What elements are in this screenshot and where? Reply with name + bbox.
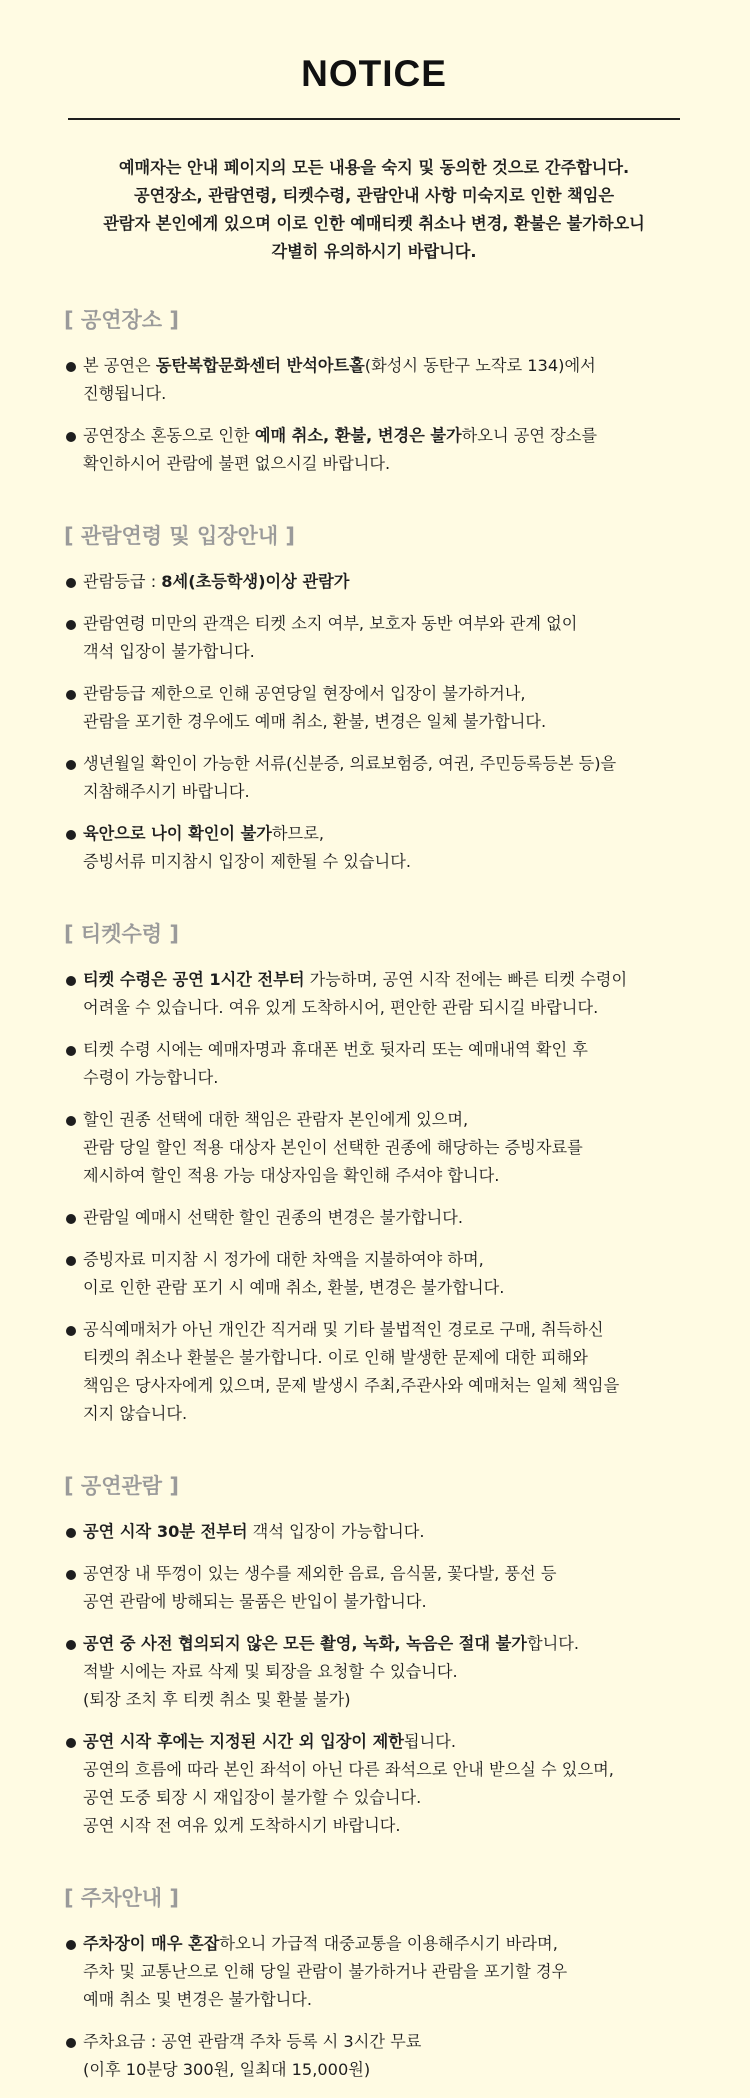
notice-line bbox=[83, 1400, 684, 1428]
bullet-icon bbox=[66, 1116, 76, 1126]
body-text: 할인 권종 선택에 대한 책임은 관람자 본인에게 있으며, bbox=[83, 1110, 469, 1129]
notice-line bbox=[83, 568, 684, 596]
body-text: 객석 입장이 불가합니다. bbox=[83, 642, 255, 661]
notice-list bbox=[64, 966, 684, 1428]
notice-item bbox=[64, 1518, 684, 1546]
body-text: 지지 않습니다. bbox=[83, 1404, 188, 1423]
bullet-icon bbox=[66, 1214, 76, 1224]
notice-line bbox=[83, 1986, 684, 2014]
bullet-icon bbox=[66, 1940, 76, 1950]
notice-list bbox=[64, 568, 684, 876]
bullet-icon bbox=[66, 1640, 76, 1650]
notice-line bbox=[83, 422, 684, 450]
body-text: 예매 취소 및 변경은 불가합니다. bbox=[83, 1990, 313, 2009]
body-text: 관람 당일 할인 적용 대상자 본인이 선택한 권종에 해당하는 증빙자료를 bbox=[83, 1138, 583, 1157]
body-text: 증빙자료 미지참 시 정가에 대한 차액을 지불하여야 하며, bbox=[83, 1250, 484, 1269]
intro-line: 관람자 본인에게 있으며 이로 인한 예매티켓 취소나 변경, 환불은 불가하오니 bbox=[103, 214, 645, 233]
bullet-icon bbox=[66, 1738, 76, 1748]
body-text: 어려울 수 있습니다. 여유 있게 도착하시어, 편안한 관람 되시길 바랍니다. bbox=[83, 998, 599, 1017]
emphasis-text: 공연 중 사전 협의되지 않은 모든 촬영, 녹화, 녹음은 절대 불가 bbox=[83, 1634, 527, 1653]
notice-line bbox=[83, 820, 684, 848]
notice-section bbox=[64, 1884, 684, 2084]
notice-line bbox=[83, 380, 684, 408]
bullet-icon bbox=[66, 2038, 76, 2048]
bullet-icon bbox=[66, 432, 76, 442]
notice-line bbox=[83, 1204, 684, 1232]
body-text: 하오니 공연 장소를 bbox=[461, 426, 598, 445]
body-text: 관람일 예매시 선택한 할인 권종의 변경은 불가합니다. bbox=[83, 1208, 464, 1227]
section-title: [ 공연관람 ] bbox=[64, 1474, 179, 1498]
body-text: 가능하며, 공연 시작 전에는 빠른 티켓 수령이 bbox=[304, 970, 628, 989]
body-text: 관람을 포기한 경우에도 예매 취소, 환불, 변경은 일체 불가합니다. bbox=[83, 712, 547, 731]
notice-sections bbox=[64, 306, 684, 2084]
body-text: 이로 인한 관람 포기 시 예매 취소, 환불, 변경은 불가합니다. bbox=[83, 1278, 505, 1297]
notice-line bbox=[83, 708, 684, 736]
body-text: 됩니다. bbox=[403, 1732, 456, 1751]
notice-line bbox=[83, 352, 684, 380]
body-text: 진행됩니다. bbox=[83, 384, 167, 403]
notice-line bbox=[83, 1064, 684, 1092]
notice-line bbox=[83, 994, 684, 1022]
notice-line bbox=[83, 778, 684, 806]
notice-item bbox=[64, 352, 684, 408]
body-text: 티켓의 취소나 환불은 불가합니다. 이로 인해 발생한 문제에 대한 피해와 bbox=[83, 1348, 588, 1367]
notice-line bbox=[83, 450, 684, 478]
notice-item bbox=[64, 1036, 684, 1092]
body-text: 주차요금 : 공연 관람객 주차 등록 시 3시간 무료 bbox=[83, 2032, 422, 2051]
notice-line bbox=[83, 1658, 684, 1686]
notice-item bbox=[64, 1560, 684, 1616]
body-text: 관람연령 미만의 관객은 티켓 소지 여부, 보호자 동반 여부와 관계 없이 bbox=[83, 614, 578, 633]
notice-item bbox=[64, 422, 684, 478]
page-title: NOTICE bbox=[301, 53, 447, 94]
emphasis-text: 육안으로 나이 확인이 불가 bbox=[83, 824, 272, 843]
intro-line: 각별히 유의하시기 바랍니다. bbox=[271, 242, 477, 261]
notice-list bbox=[64, 352, 684, 478]
notice-line bbox=[83, 1728, 684, 1756]
notice-item bbox=[64, 1204, 684, 1232]
notice-line bbox=[83, 1372, 684, 1400]
section-title: [ 주차안내 ] bbox=[64, 1886, 179, 1910]
notice-line bbox=[83, 680, 684, 708]
body-text: 공연 관람에 방해되는 물품은 반입이 불가합니다. bbox=[83, 1592, 427, 1611]
bullet-icon bbox=[66, 976, 76, 986]
notice-line bbox=[83, 1274, 684, 1302]
notice-item bbox=[64, 1246, 684, 1302]
bullet-icon bbox=[66, 1570, 76, 1580]
notice-line bbox=[83, 1560, 684, 1588]
bullet-icon bbox=[66, 620, 76, 630]
notice-line bbox=[83, 1316, 684, 1344]
notice-line bbox=[83, 966, 684, 994]
body-text: (퇴장 조치 후 티켓 취소 및 환불 불가) bbox=[83, 1690, 351, 1709]
notice-line bbox=[83, 1162, 684, 1190]
body-text: 공연장 내 뚜껑이 있는 생수를 제외한 음료, 음식물, 꽃다발, 풍선 등 bbox=[83, 1564, 557, 1583]
body-text: 공연 시작 전 여유 있게 도착하시기 바랍니다. bbox=[83, 1816, 401, 1835]
notice-item bbox=[64, 1930, 684, 2014]
notice-line bbox=[83, 1036, 684, 1064]
bullet-icon bbox=[66, 578, 76, 588]
body-text: 관람등급 제한으로 인해 공연당일 현장에서 입장이 불가하거나, bbox=[83, 684, 526, 703]
notice-line bbox=[83, 1588, 684, 1616]
emphasis-text: 주차장이 매우 혼잡 bbox=[83, 1934, 220, 1953]
intro-line: 예매자는 안내 페이지의 모든 내용을 숙지 및 동의한 것으로 간주합니다. bbox=[118, 158, 630, 177]
body-text: 본 공연은 bbox=[83, 356, 156, 375]
emphasis-text: 예매 취소, 환불, 변경은 불가 bbox=[254, 426, 462, 445]
body-text: 주차 및 교통난으로 인해 당일 관람이 불가하거나 관람을 포기할 경우 bbox=[83, 1962, 568, 1981]
section-title: [ 티켓수령 ] bbox=[64, 922, 179, 946]
emphasis-text: 티켓 수령은 공연 1시간 전부터 bbox=[83, 970, 305, 989]
intro-line: 공연장소, 관람연령, 티켓수령, 관람안내 사항 미숙지로 인한 책임은 bbox=[133, 186, 615, 205]
notice-section bbox=[64, 920, 684, 1428]
bullet-icon bbox=[66, 1046, 76, 1056]
notice-line bbox=[83, 2028, 684, 2056]
body-text: 공연 도중 퇴장 시 재입장이 불가할 수 있습니다. bbox=[83, 1788, 422, 1807]
notice-line bbox=[83, 610, 684, 638]
notice-item bbox=[64, 2028, 684, 2084]
body-text: (이후 10분당 300원, 일최대 15,000원) bbox=[83, 2060, 371, 2079]
notice-item bbox=[64, 1728, 684, 1840]
notice-list bbox=[64, 1518, 684, 1840]
notice-item bbox=[64, 1630, 684, 1714]
bullet-icon bbox=[66, 1326, 76, 1336]
emphasis-text: 공연 시작 30분 전부터 bbox=[83, 1522, 248, 1541]
body-text: 하므로, bbox=[271, 824, 324, 843]
body-text: 지참해주시기 바랍니다. bbox=[83, 782, 250, 801]
bullet-icon bbox=[66, 1256, 76, 1266]
bullet-icon bbox=[66, 760, 76, 770]
notice-line bbox=[83, 2056, 684, 2084]
notice-item bbox=[64, 1106, 684, 1190]
body-text: 공식예매처가 아닌 개인간 직거래 및 기타 불법적인 경로로 구매, 취득하신 bbox=[83, 1320, 604, 1339]
body-text: 생년월일 확인이 가능한 서류(신분증, 의료보험증, 여권, 주민등록등본 등)을 bbox=[83, 754, 617, 773]
body-text: 공연의 흐름에 따라 본인 좌석이 아닌 다른 좌석으로 안내 받으실 수 있으며, bbox=[83, 1760, 614, 1779]
body-text: 수령이 가능합니다. bbox=[83, 1068, 219, 1087]
section-title: [ 관람연령 및 입장안내 ] bbox=[64, 524, 296, 548]
body-text: 하오니 가급적 대중교통을 이용해주시기 바라며, bbox=[219, 1934, 558, 1953]
notice-item bbox=[64, 610, 684, 666]
notice-line bbox=[83, 750, 684, 778]
bullet-icon bbox=[66, 830, 76, 840]
notice-line bbox=[83, 1518, 684, 1546]
notice-line bbox=[83, 638, 684, 666]
title-divider bbox=[68, 118, 680, 120]
body-text: 제시하여 할인 적용 가능 대상자임을 확인해 주셔야 합니다. bbox=[83, 1166, 500, 1185]
bullet-icon bbox=[66, 690, 76, 700]
notice-line bbox=[83, 1134, 684, 1162]
emphasis-text: 8세(초등학생)이상 관람가 bbox=[161, 572, 350, 591]
body-text: 관람등급 : bbox=[83, 572, 162, 591]
notice-line bbox=[83, 1246, 684, 1274]
notice-line bbox=[83, 1686, 684, 1714]
body-text: (화성시 동탄구 노작로 134)에서 bbox=[364, 356, 596, 375]
intro-notice bbox=[64, 154, 684, 266]
notice-line bbox=[83, 1630, 684, 1658]
notice-line bbox=[83, 1958, 684, 1986]
notice-item bbox=[64, 680, 684, 736]
notice-line bbox=[83, 1812, 684, 1840]
body-text: 확인하시어 관람에 불편 없으시길 바랍니다. bbox=[83, 454, 391, 473]
notice-line bbox=[83, 1106, 684, 1134]
notice-line bbox=[83, 1344, 684, 1372]
body-text: 증빙서류 미지참시 입장이 제한될 수 있습니다. bbox=[83, 852, 411, 871]
notice-item bbox=[64, 1316, 684, 1428]
body-text: 공연장소 혼동으로 인한 bbox=[83, 426, 255, 445]
notice-line bbox=[83, 1930, 684, 1958]
emphasis-text: 동탄복합문화센터 반석아트홀 bbox=[155, 356, 365, 375]
bullet-icon bbox=[66, 362, 76, 372]
emphasis-text: 공연 시작 후에는 지정된 시간 외 입장이 제한 bbox=[83, 1732, 404, 1751]
body-text: 책임은 당사자에게 있으며, 문제 발생시 주최,주관사와 예매처는 일체 책임을 bbox=[83, 1376, 620, 1395]
body-text: 티켓 수령 시에는 예매자명과 휴대폰 번호 뒷자리 또는 예매내역 확인 후 bbox=[83, 1040, 588, 1059]
notice-section bbox=[64, 522, 684, 876]
notice-section bbox=[64, 1472, 684, 1840]
body-text: 적발 시에는 자료 삭제 및 퇴장을 요청할 수 있습니다. bbox=[83, 1662, 458, 1681]
notice-line bbox=[83, 848, 684, 876]
notice-line bbox=[83, 1784, 684, 1812]
notice-section bbox=[64, 306, 684, 478]
body-text: 합니다. bbox=[526, 1634, 580, 1653]
bullet-icon bbox=[66, 1528, 76, 1538]
section-title: [ 공연장소 ] bbox=[64, 308, 179, 332]
notice-list bbox=[64, 1930, 684, 2084]
notice-item bbox=[64, 568, 684, 596]
notice-item bbox=[64, 966, 684, 1022]
notice-item bbox=[64, 750, 684, 806]
body-text: 객석 입장이 가능합니다. bbox=[247, 1522, 425, 1541]
notice-line bbox=[83, 1756, 684, 1784]
notice-item bbox=[64, 820, 684, 876]
